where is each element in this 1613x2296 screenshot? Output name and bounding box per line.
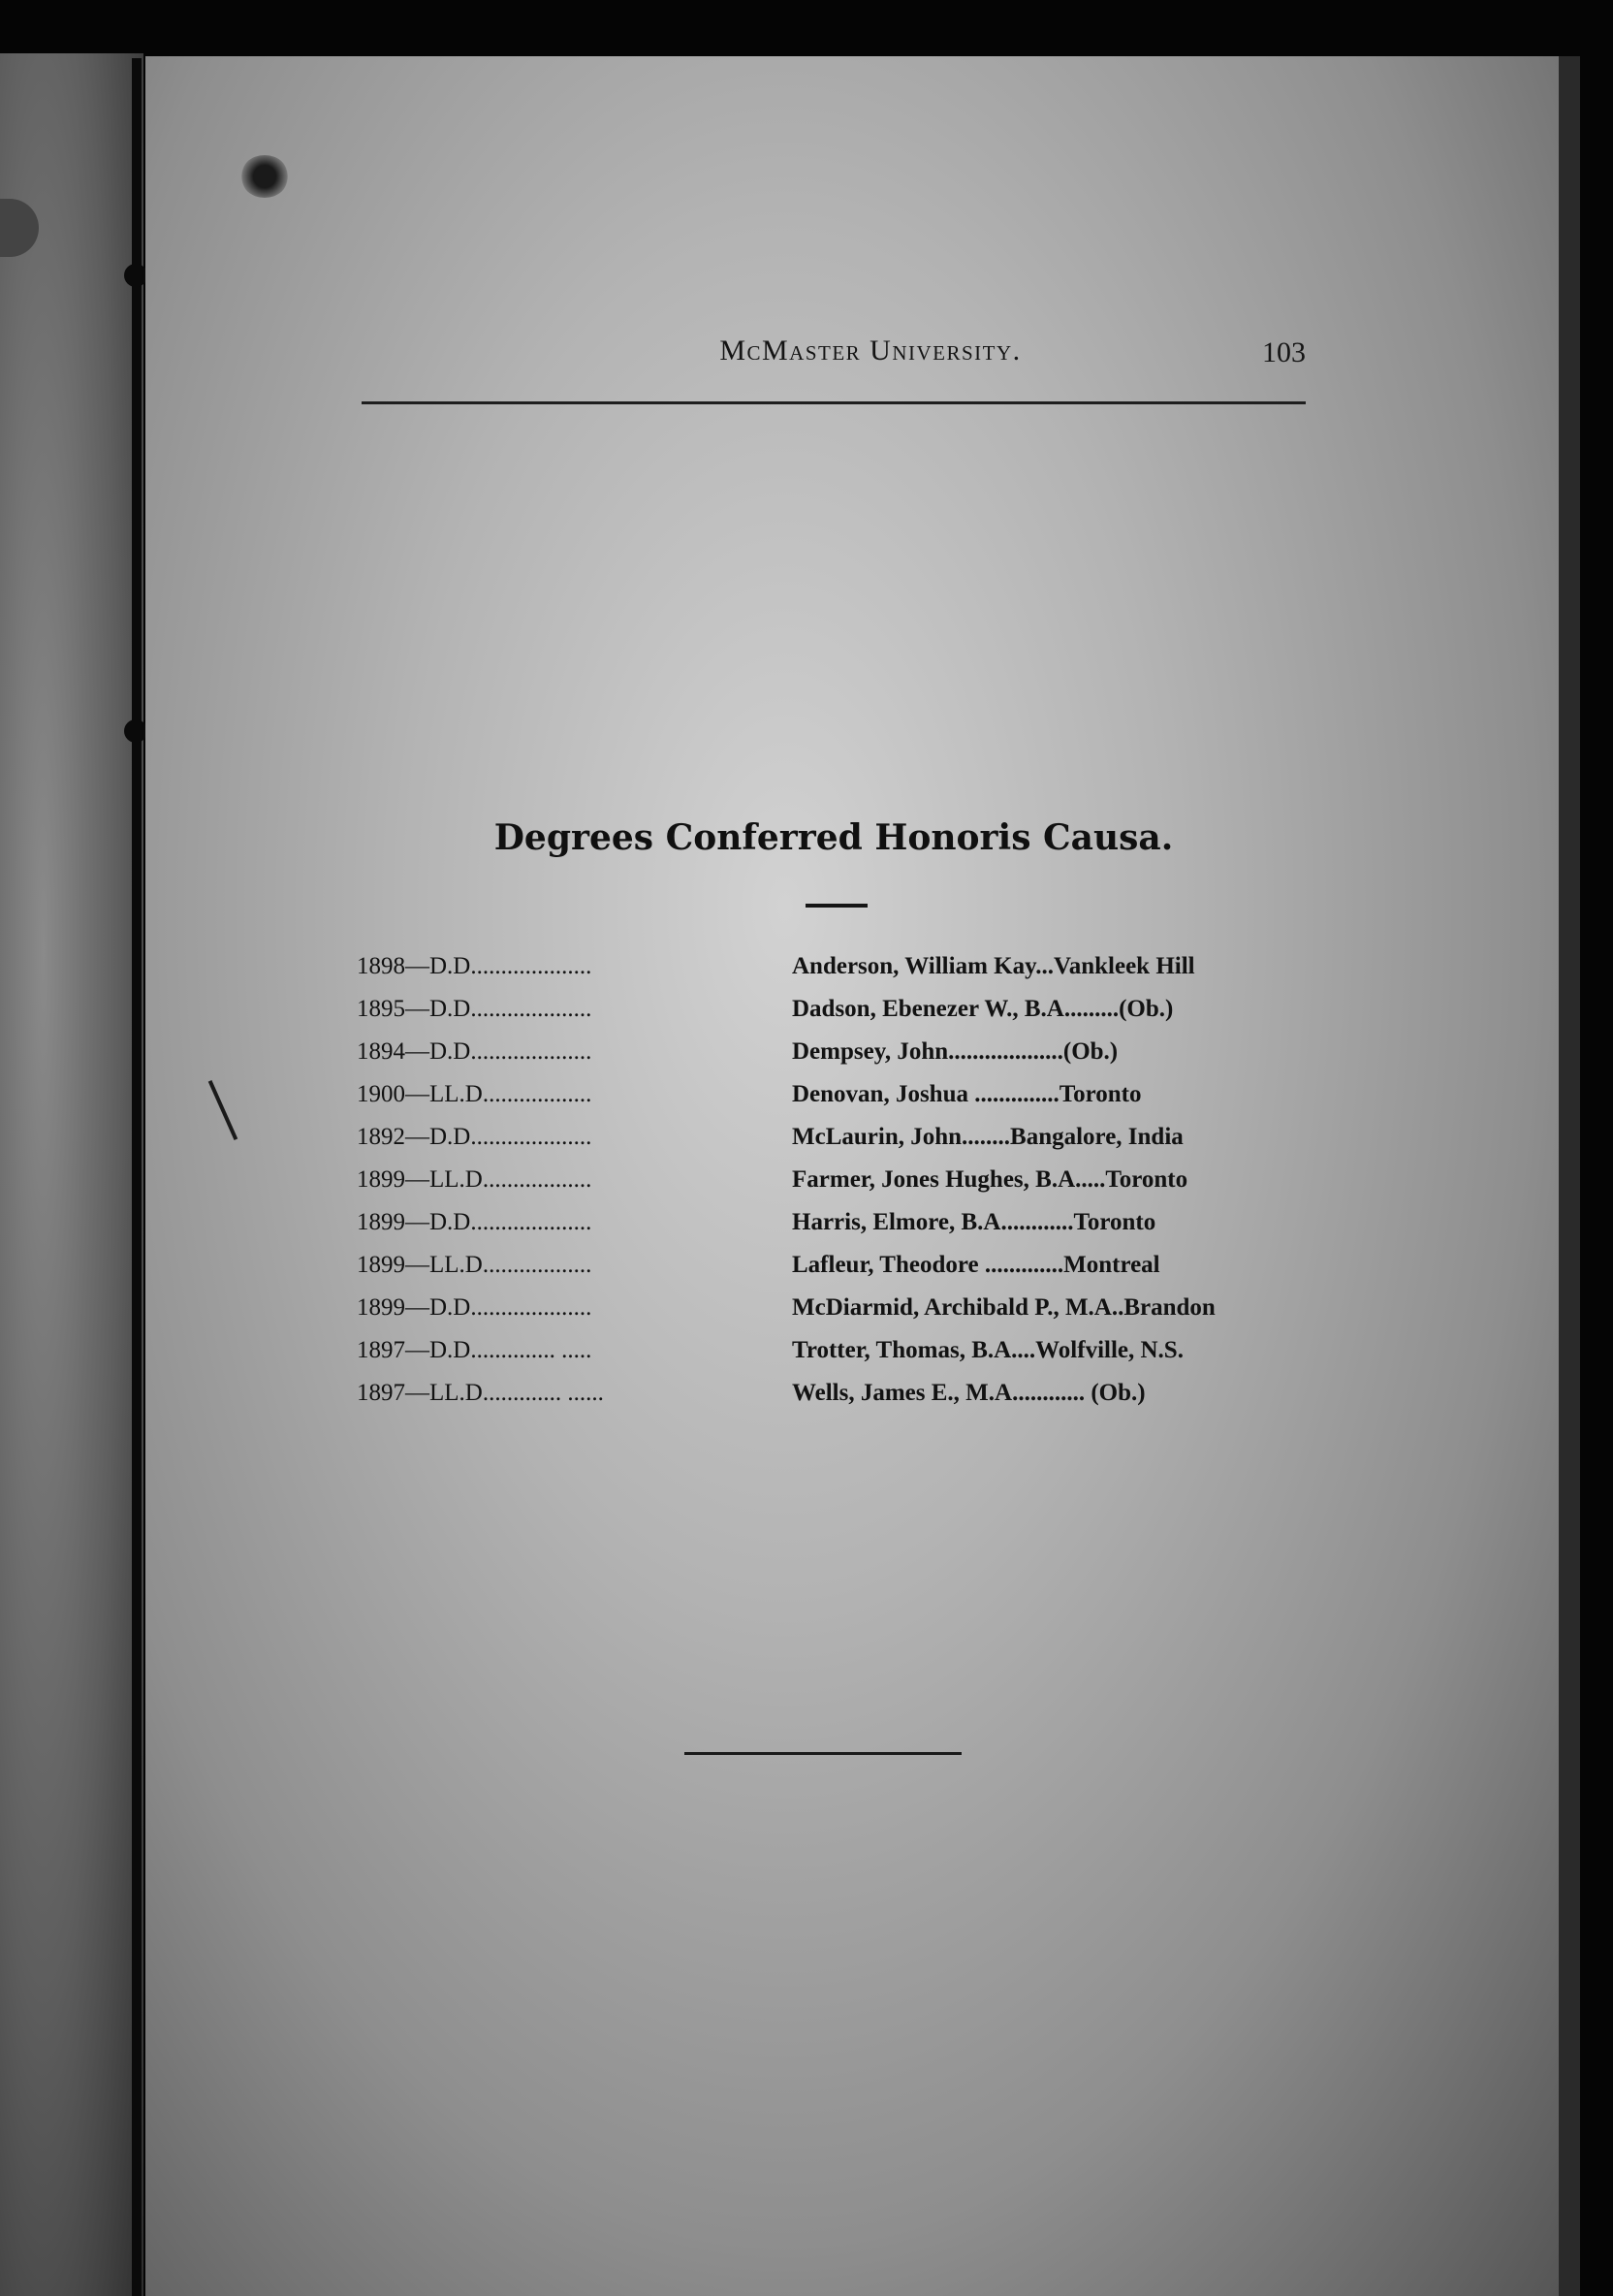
degree-year: 1899—LL.D.................. xyxy=(357,1252,592,1278)
degree-year: 1899—LL.D.................. xyxy=(357,1166,592,1193)
recipient: Harris, Elmore, B.A............Toronto xyxy=(792,1209,1156,1235)
recipient: McLaurin, John........Bangalore, India xyxy=(792,1124,1184,1150)
recipient: Wells, James E., M.A............ (Ob.) xyxy=(792,1380,1146,1406)
list-item xyxy=(357,1209,1307,1252)
list-item xyxy=(357,1380,1307,1422)
list-item xyxy=(357,1252,1307,1294)
binding-thread-knot xyxy=(124,264,147,287)
degree-year: 1899—D.D.................... xyxy=(357,1294,592,1321)
recipient: Dadson, Ebenezer W., B.A.........(Ob.) xyxy=(792,996,1174,1022)
list-item xyxy=(357,1081,1307,1124)
page-number: 103 xyxy=(1262,336,1306,368)
list-item xyxy=(357,1124,1307,1166)
header-rule xyxy=(362,401,1306,404)
heading-rule xyxy=(806,904,868,908)
degree-year: 1897—LL.D............. ...... xyxy=(357,1380,604,1406)
degree-year: 1897—D.D.............. ..... xyxy=(357,1337,592,1363)
degree-year: 1900—LL.D.................. xyxy=(357,1081,592,1107)
degree-year: 1895—D.D.................... xyxy=(357,996,592,1022)
list-item xyxy=(357,953,1307,996)
section-heading: Degrees Conferred Honoris Causa. xyxy=(493,817,1174,858)
book-gutter xyxy=(132,58,142,2296)
degree-year: 1892—D.D.................... xyxy=(357,1124,592,1150)
facing-page-edge xyxy=(0,53,143,2296)
recipient: McDiarmid, Archibald P., M.A..Brandon xyxy=(792,1294,1216,1321)
list-item xyxy=(357,1038,1307,1081)
recipient: Lafleur, Theodore .............Montreal xyxy=(792,1252,1160,1278)
degree-list xyxy=(357,953,1307,1422)
list-item xyxy=(357,1294,1307,1337)
recipient: Dempsey, John...................(Ob.) xyxy=(792,1038,1119,1065)
degree-year: 1898—D.D.................... xyxy=(357,953,592,979)
recipient: Trotter, Thomas, B.A....Wolfville, N.S. xyxy=(792,1337,1184,1363)
recipient: Farmer, Jones Hughes, B.A.....Toronto xyxy=(792,1166,1188,1193)
list-item xyxy=(357,996,1307,1038)
binding-thread-knot xyxy=(124,719,147,743)
running-title: McMaster University. xyxy=(719,335,1022,367)
running-head xyxy=(362,335,1306,383)
list-item xyxy=(357,1166,1307,1209)
degree-year: 1894—D.D.................... xyxy=(357,1038,592,1065)
list-item xyxy=(357,1337,1307,1380)
recipient: Anderson, William Kay...Vankleek Hill xyxy=(792,953,1195,979)
closing-rule xyxy=(684,1752,962,1755)
page-hole xyxy=(240,155,289,198)
page-edge-shadow xyxy=(1559,56,1580,2296)
degree-year: 1899—D.D.................... xyxy=(357,1209,592,1235)
recipient: Denovan, Joshua ..............Toronto xyxy=(792,1081,1142,1107)
facing-page-hole xyxy=(0,199,39,257)
